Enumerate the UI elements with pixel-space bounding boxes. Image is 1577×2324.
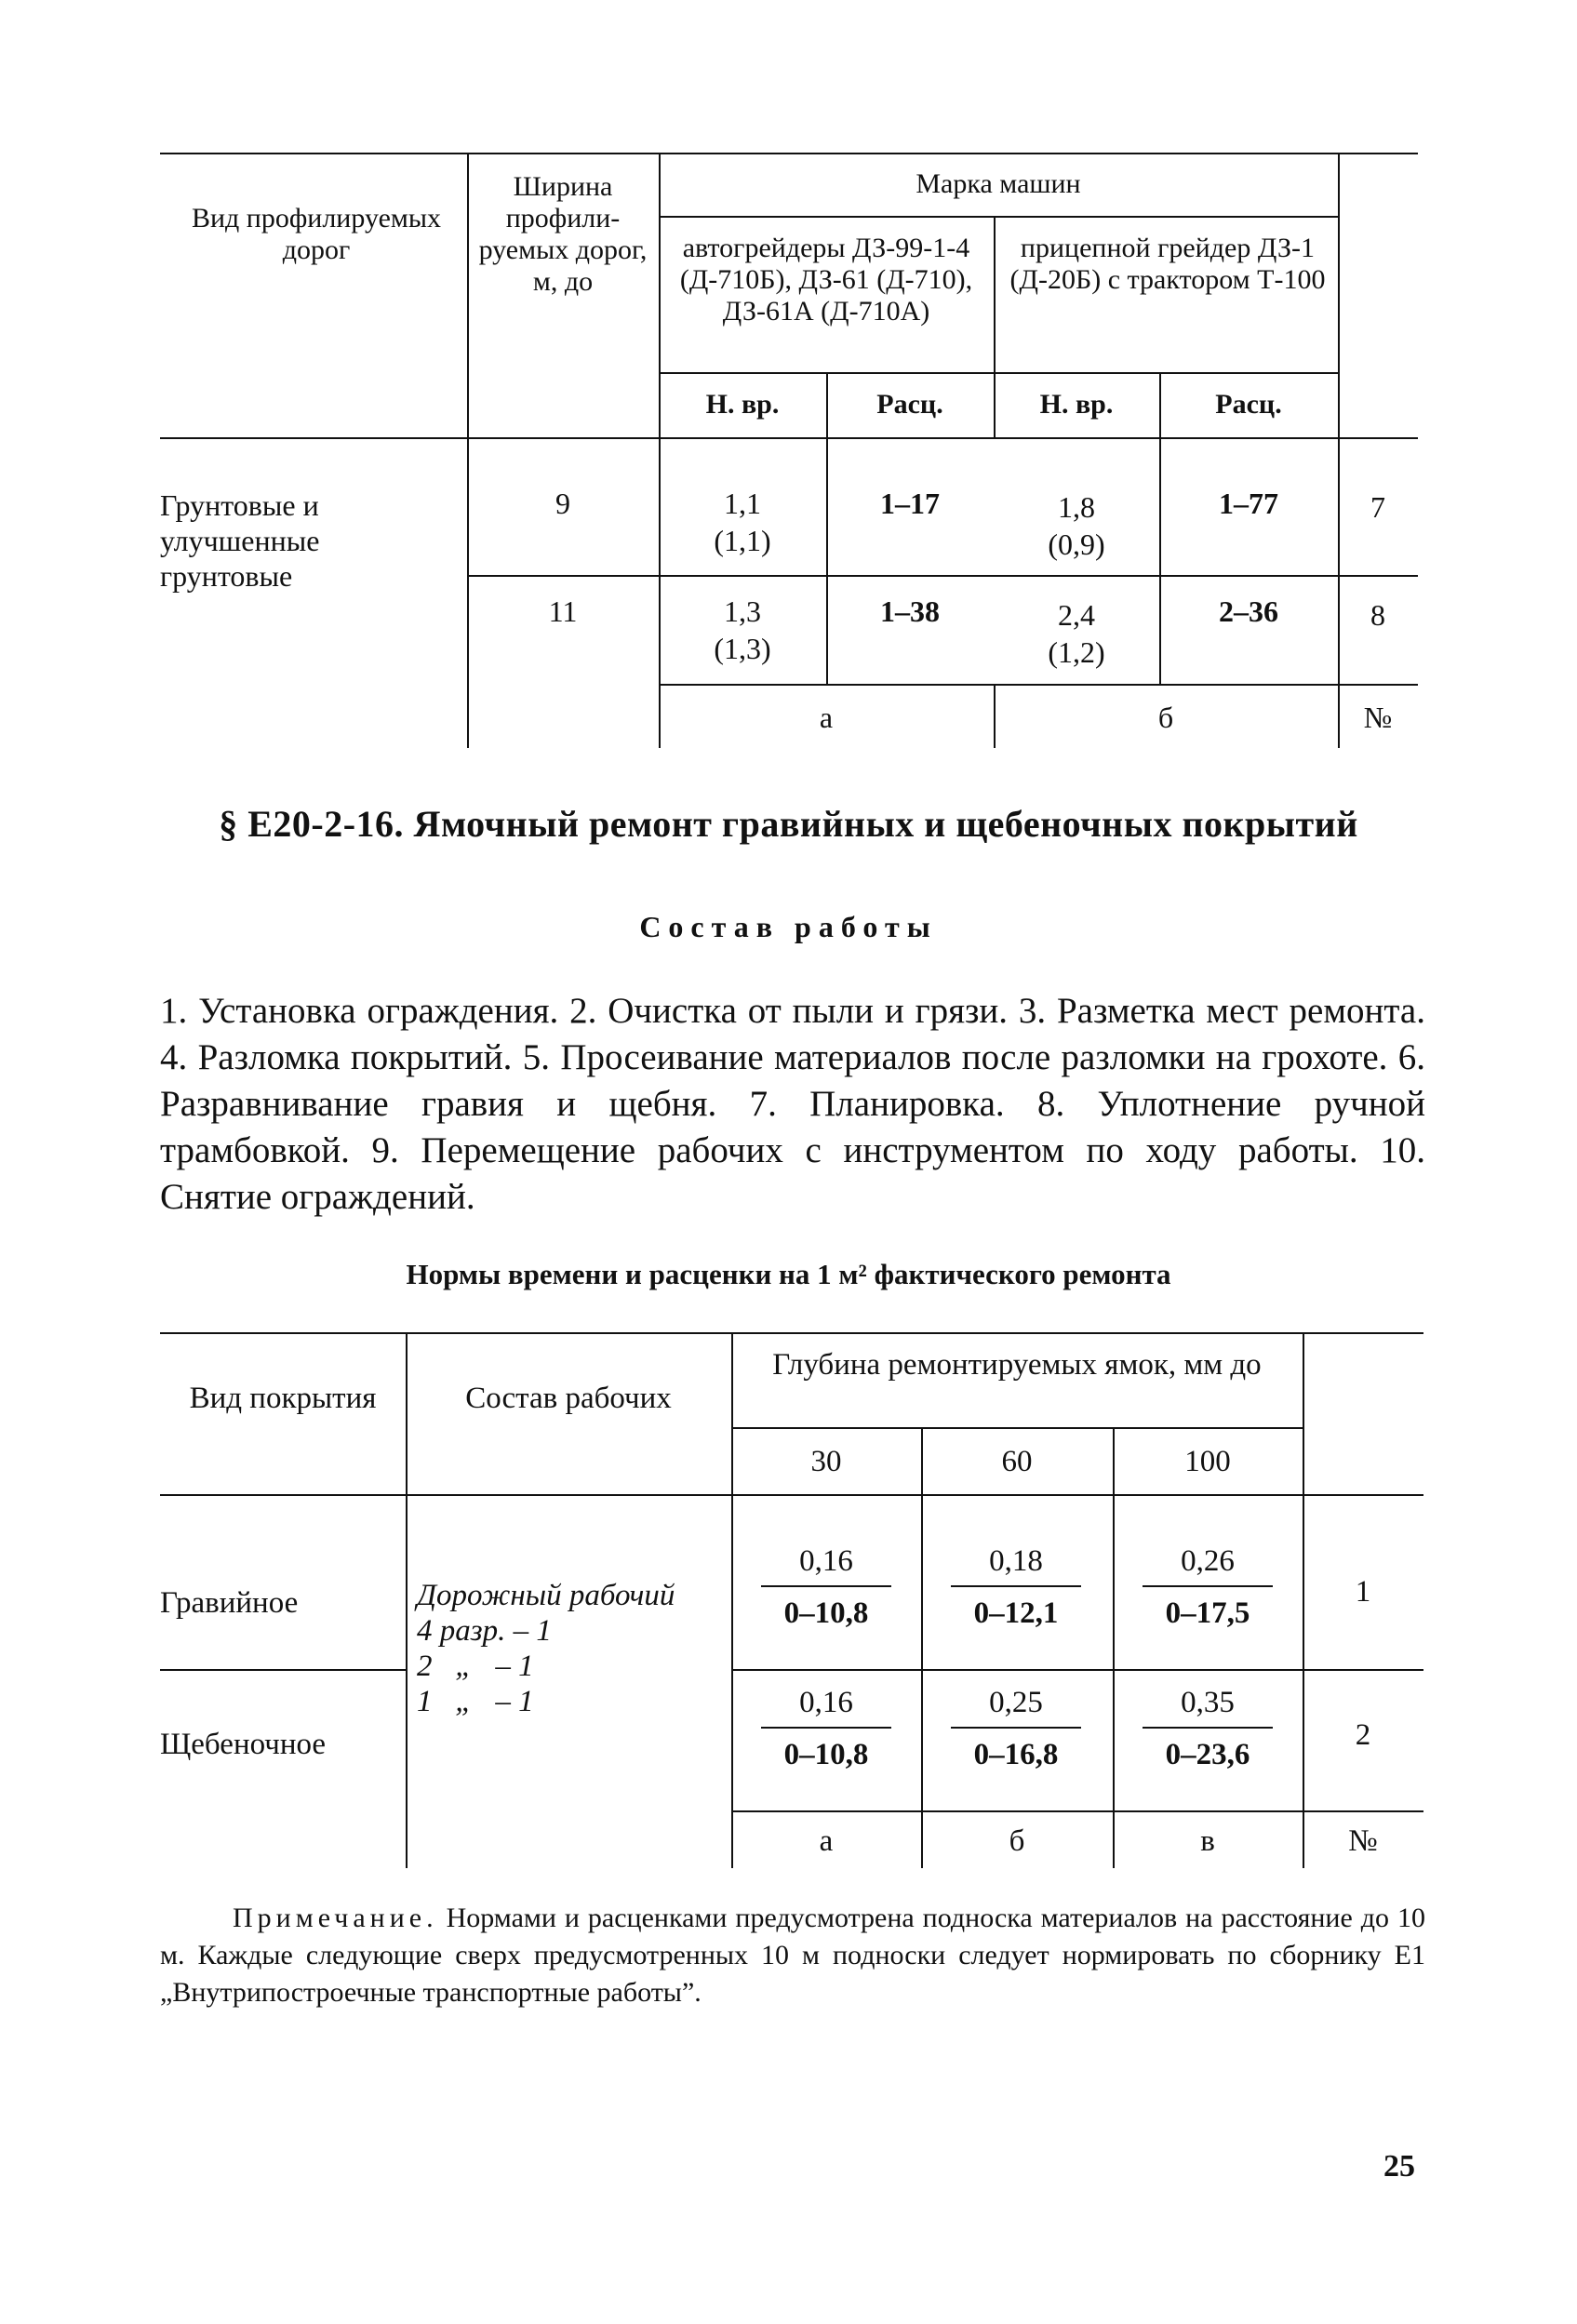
subheader-norm-1: Н. вр.: [705, 389, 780, 420]
header-depth-100: 100: [1184, 1445, 1231, 1478]
work-composition-heading: Состав работы: [639, 910, 938, 943]
header-width: Ширина профили-руемых дорог, м, до: [478, 171, 648, 297]
footer-col-b: б: [1157, 701, 1174, 734]
header-depth-60: 60: [1001, 1445, 1033, 1478]
cell-value: $\frac{0,35}{0-23,6}$: [1143, 1684, 1273, 1773]
crew-composition: Дорожный рабочий 4 разр. – 1 2 „ – 1 1 „ – 1: [417, 1579, 675, 1718]
row-label-soil-roads: Грунтовые и улучшенные грунтовые: [160, 488, 320, 593]
header-machine-brand: Марка машин: [915, 168, 1081, 199]
footer-col-a: а: [819, 1824, 834, 1858]
cell-value: $\frac{0,16}{0-10,8}$: [761, 1543, 891, 1632]
header-trailed-grader: прицепной грейдер ДЗ-1 (Д-20Б) с трактором Т-100: [1009, 233, 1326, 295]
subheader-norm-2: Н. вр.: [1039, 389, 1114, 420]
cell-value: $\frac{0,18}{0-12,1}$: [951, 1543, 1081, 1632]
note: [160, 1900, 1425, 2011]
footer-col-a: а: [819, 701, 834, 734]
note-text: Нормами и расценками предусмотрена подноска материалов на расстояние до 10 м. Каждые следующие сверх предусмотренных 10 м подноски следует нормировать по сборнику Е1 „Внутрипостроечные транспортные работы”.: [160, 1903, 1425, 2008]
header-depth-30: 30: [810, 1445, 842, 1478]
section-title: § Е20-2-16. Ямочный ремонт гравийных и щебеночных покрытий: [219, 803, 1358, 845]
footer-col-b: б: [1009, 1824, 1025, 1858]
work-composition-text: 1. Установка ограждения. 2. Очистка от пыли и грязи. 3. Разметка мест ремонта. 4. Разломка покрытий. 5. Просеивание материалов после разломки на грохоте. 6. Разравнивание гравия и щебня. 7. Планировка. 8. Уплотнение ручной трамбовкой. 9. Перемещение рабочих с инструментом по ходу работы. 10. Снятие ограждений.: [160, 991, 1425, 1217]
table2-caption: Нормы времени и расценки на 1 м² фактического ремонта: [406, 1258, 1171, 1290]
cell-value: $\frac{0,25}{0-16,8}$: [951, 1684, 1081, 1773]
footer-col-v: в: [1200, 1824, 1215, 1858]
surface-gravel: Гравийное: [160, 1586, 299, 1620]
subheader-rate-1: Расц.: [876, 389, 943, 420]
note-label: Примечание.: [233, 1903, 438, 1933]
header-surface-type: Вид покрытия: [189, 1382, 377, 1415]
header-depth: Глубина ремонтируемых ямок, мм до: [772, 1348, 1262, 1382]
page-number: 25: [1383, 2149, 1415, 2184]
cell-value: $\frac{0,26}{0-17,5}$: [1143, 1543, 1273, 1632]
header-crew: Состав рабочих: [465, 1382, 672, 1415]
cell-value: $\frac{0,16}{0-10,8}$: [761, 1684, 891, 1773]
subheader-rate-2: Расц.: [1215, 389, 1282, 420]
header-autograders: автогрейдеры ДЗ-99-1-4 (Д-710Б), ДЗ-61 (Д-710), ДЗ-61А (Д-710А): [679, 233, 973, 327]
surface-crushed-stone: Щебеночное: [160, 1728, 327, 1761]
header-road-type: Вид профилируемых дорог: [191, 203, 442, 265]
footer-no: №: [1348, 1824, 1378, 1858]
footer-no: №: [1363, 701, 1393, 734]
